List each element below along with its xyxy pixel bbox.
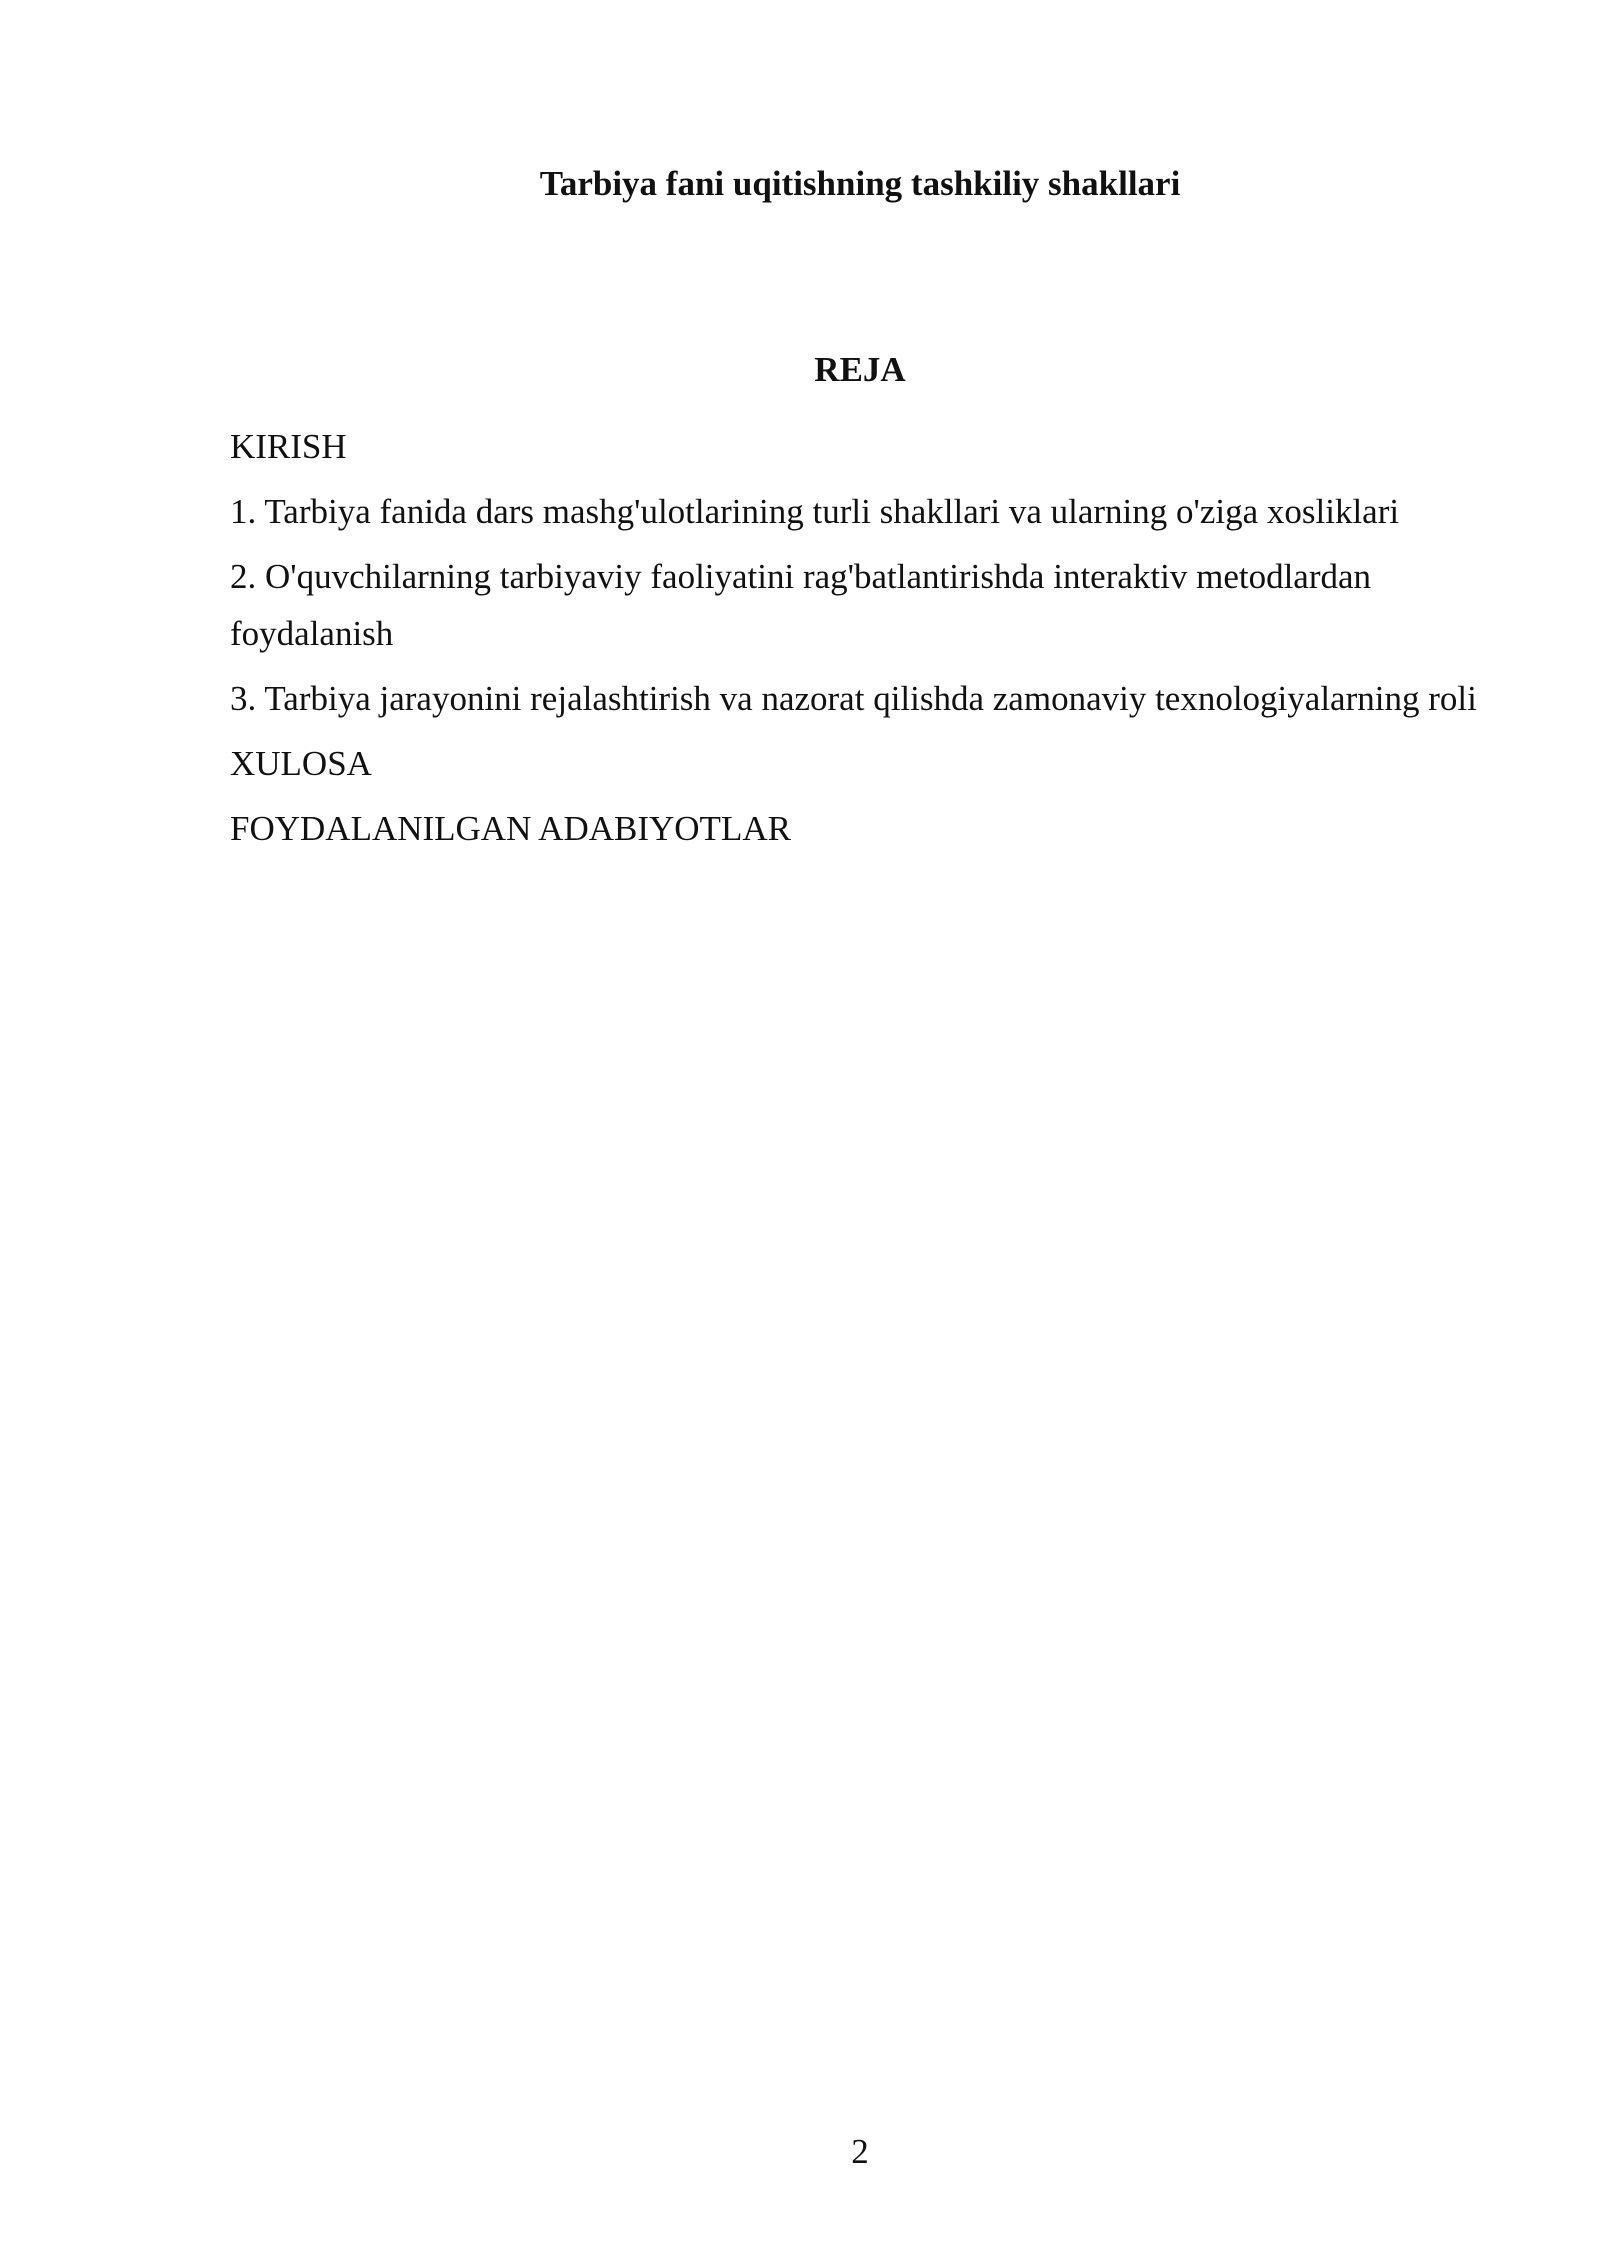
plan-item-3: 3. Tarbiya jarayonini rejalashtirish va nazorat qilishda zamonaviy texnologiyalarning roli — [230, 679, 1477, 718]
plan-heading: REJA — [814, 350, 906, 389]
plan-item-1: 1. Tarbiya fanida dars mashg'ulotlarining turli shakllari va ularning o'ziga xosliklari — [230, 492, 1400, 531]
plan-item-2: 2. O'quvchilarning tarbiyaviy faoliyatini rag'batlantirishda interaktiv metodlardan foydalanish — [230, 557, 1372, 653]
document-title: Tarbiya fani uqitishning tashkiliy shakllari — [539, 164, 1181, 203]
plan-item-conclusion: XULOSA — [230, 744, 372, 783]
plan-item-references: FOYDALANILGAN ADABIYOTLAR — [230, 809, 791, 848]
plan-list — [230, 418, 1490, 865]
plan-item-introduction: KIRISH — [230, 427, 347, 466]
page-number: 2 — [851, 2132, 869, 2171]
